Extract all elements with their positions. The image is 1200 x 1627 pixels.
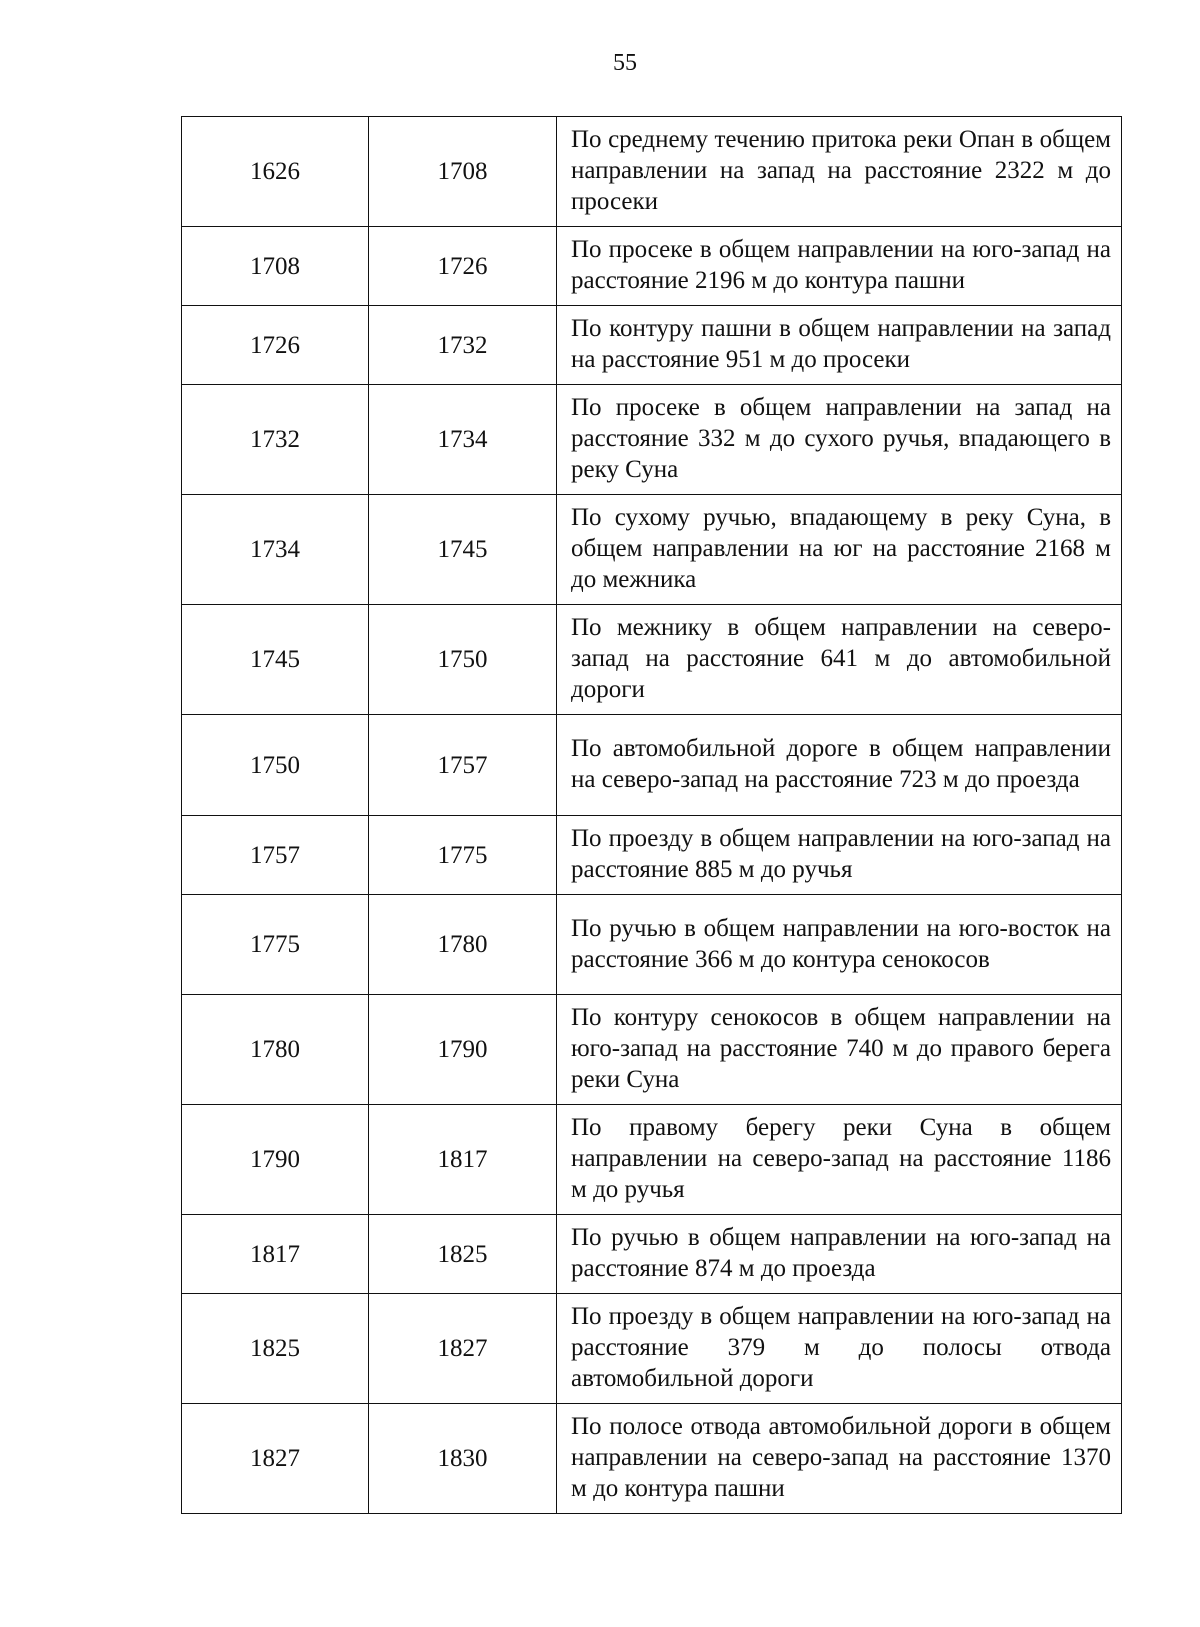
boundary-description-cell: По ручью в общем направлении на юго-запад на расстояние 874 м до проезда — [557, 1215, 1122, 1294]
boundary-description-cell: По автомобильной дороге в общем направлении на северо-запад на расстояние 723 м до проезда — [557, 715, 1122, 816]
point-from-cell: 1626 — [182, 117, 369, 227]
table-row — [182, 995, 1122, 1105]
boundary-description-cell: По межнику в общем направлении на северо-запад на расстояние 641 м до автомобильной дороги — [557, 605, 1122, 715]
point-from-cell: 1780 — [182, 995, 369, 1105]
boundary-table-container — [181, 116, 1122, 1514]
point-from-cell: 1708 — [182, 227, 369, 306]
boundary-description-cell: По правому берегу реки Суна в общем направлении на северо-запад на расстояние 1186 м до ручья — [557, 1105, 1122, 1215]
point-to-cell: 1750 — [369, 605, 557, 715]
point-to-cell: 1775 — [369, 816, 557, 895]
point-to-cell: 1830 — [369, 1404, 557, 1514]
point-to-cell: 1817 — [369, 1105, 557, 1215]
table-row — [182, 1105, 1122, 1215]
point-to-cell: 1708 — [369, 117, 557, 227]
boundary-description-cell: По сухому ручью, впадающему в реку Суна, в общем направлении на юг на расстояние 2168 м до межника — [557, 495, 1122, 605]
boundary-description-cell: По просеке в общем направлении на запад на расстояние 332 м до сухого ручья, впадающего в реку Суна — [557, 385, 1122, 495]
point-from-cell: 1734 — [182, 495, 369, 605]
point-to-cell: 1827 — [369, 1294, 557, 1404]
point-to-cell: 1734 — [369, 385, 557, 495]
table-row — [182, 385, 1122, 495]
table-row — [182, 227, 1122, 306]
point-from-cell: 1745 — [182, 605, 369, 715]
table-row — [182, 1215, 1122, 1294]
page-number: 55 — [613, 50, 637, 76]
boundary-description-cell: По среднему течению притока реки Опан в общем направлении на запад на расстояние 2322 м до просеки — [557, 117, 1122, 227]
point-to-cell: 1825 — [369, 1215, 557, 1294]
point-from-cell: 1790 — [182, 1105, 369, 1215]
point-to-cell: 1732 — [369, 306, 557, 385]
point-from-cell: 1827 — [182, 1404, 369, 1514]
point-from-cell: 1750 — [182, 715, 369, 816]
table-row — [182, 1294, 1122, 1404]
point-to-cell: 1726 — [369, 227, 557, 306]
point-from-cell: 1775 — [182, 895, 369, 995]
table-row — [182, 816, 1122, 895]
point-from-cell: 1757 — [182, 816, 369, 895]
point-to-cell: 1757 — [369, 715, 557, 816]
table-row — [182, 895, 1122, 995]
table-row — [182, 495, 1122, 605]
point-to-cell: 1745 — [369, 495, 557, 605]
boundary-description-cell: По проезду в общем направлении на юго-запад на расстояние 885 м до ручья — [557, 816, 1122, 895]
boundary-table-body — [182, 117, 1122, 1514]
point-from-cell: 1726 — [182, 306, 369, 385]
point-to-cell: 1790 — [369, 995, 557, 1105]
table-row — [182, 306, 1122, 385]
boundary-description-cell: По полосе отвода автомобильной дороги в общем направлении на северо-запад на расстояние 1370 м до контура пашни — [557, 1404, 1122, 1514]
table-row — [182, 117, 1122, 227]
boundary-description-cell: По проезду в общем направлении на юго-запад на расстояние 379 м до полосы отвода автомобильной дороги — [557, 1294, 1122, 1404]
table-row — [182, 715, 1122, 816]
point-from-cell: 1817 — [182, 1215, 369, 1294]
boundary-description-cell: По просеке в общем направлении на юго-запад на расстояние 2196 м до контура пашни — [557, 227, 1122, 306]
boundary-description-cell: По контуру пашни в общем направлении на запад на расстояние 951 м до просеки — [557, 306, 1122, 385]
boundary-description-cell: По контуру сенокосов в общем направлении на юго-запад на расстояние 740 м до правого берега реки Суна — [557, 995, 1122, 1105]
boundary-table — [181, 116, 1122, 1514]
table-row — [182, 1404, 1122, 1514]
point-from-cell: 1825 — [182, 1294, 369, 1404]
point-to-cell: 1780 — [369, 895, 557, 995]
boundary-description-cell: По ручью в общем направлении на юго-восток на расстояние 366 м до контура сенокосов — [557, 895, 1122, 995]
table-row — [182, 605, 1122, 715]
point-from-cell: 1732 — [182, 385, 369, 495]
